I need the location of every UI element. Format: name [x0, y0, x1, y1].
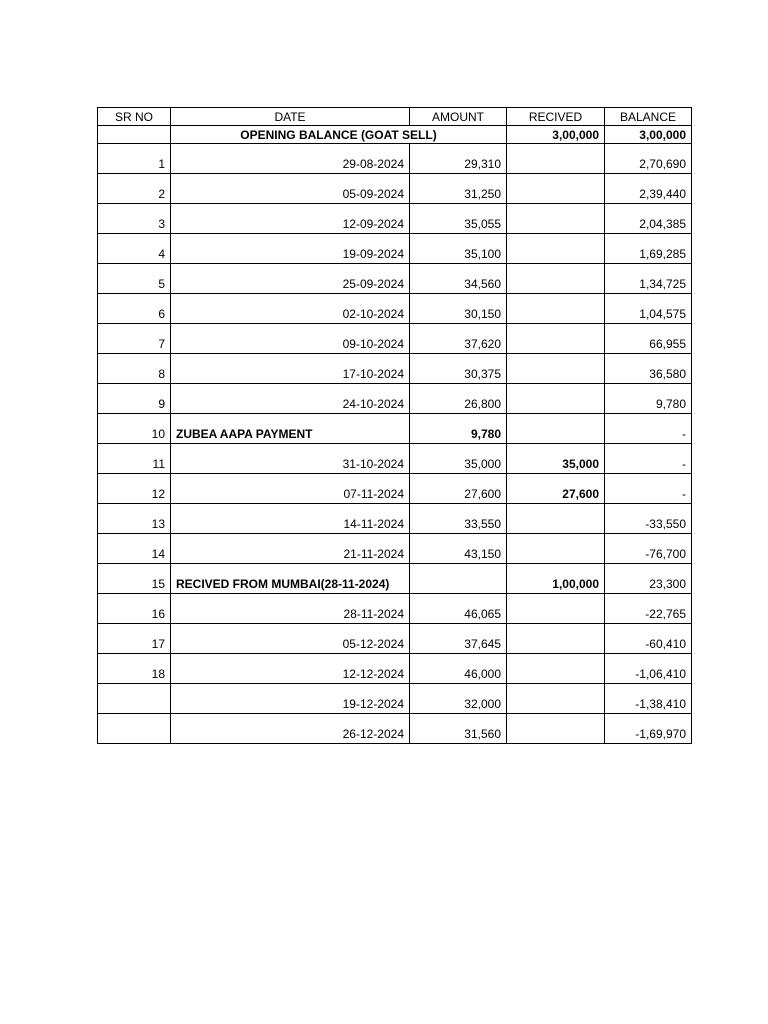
received-cell — [507, 594, 605, 624]
amount-cell: 29,310 — [410, 144, 507, 174]
table-row — [98, 294, 692, 324]
received-cell — [507, 714, 605, 744]
amount-cell: 30,150 — [410, 294, 507, 324]
received-cell — [507, 144, 605, 174]
received-cell — [507, 294, 605, 324]
received-cell — [507, 264, 605, 294]
received-cell — [507, 624, 605, 654]
received-cell — [507, 354, 605, 384]
date-cell: 19-09-2024 — [171, 234, 410, 264]
balance-cell: 2,70,690 — [605, 144, 692, 174]
header-amount: AMOUNT — [410, 108, 507, 126]
sr-no-cell: 2 — [98, 174, 171, 204]
sr-no-cell: 18 — [98, 654, 171, 684]
received-cell — [507, 654, 605, 684]
table-row — [98, 564, 692, 594]
header-row — [98, 108, 692, 126]
date-cell: 28-11-2024 — [171, 594, 410, 624]
balance-cell: 2,39,440 — [605, 174, 692, 204]
sr-no-cell: 6 — [98, 294, 171, 324]
balance-cell: 1,04,575 — [605, 294, 692, 324]
date-cell: 25-09-2024 — [171, 264, 410, 294]
date-cell: 31-10-2024 — [171, 444, 410, 474]
amount-cell — [410, 564, 507, 594]
table-row — [98, 144, 692, 174]
table-row — [98, 204, 692, 234]
table-row — [98, 444, 692, 474]
table-row — [98, 534, 692, 564]
date-cell: 05-12-2024 — [171, 624, 410, 654]
balance-cell: - — [605, 444, 692, 474]
balance-cell: -1,38,410 — [605, 684, 692, 714]
opening-balance-row — [98, 126, 692, 144]
balance-cell: 66,955 — [605, 324, 692, 354]
sr-no-cell: 9 — [98, 384, 171, 414]
date-cell: 05-09-2024 — [171, 174, 410, 204]
received-cell: 1,00,000 — [507, 564, 605, 594]
date-cell: 21-11-2024 — [171, 534, 410, 564]
date-cell: 02-10-2024 — [171, 294, 410, 324]
sr-no-cell: 14 — [98, 534, 171, 564]
table-row — [98, 174, 692, 204]
table-row — [98, 654, 692, 684]
table-row — [98, 714, 692, 744]
balance-cell: -76,700 — [605, 534, 692, 564]
amount-cell: 46,000 — [410, 654, 507, 684]
received-cell — [507, 384, 605, 414]
date-cell: 12-12-2024 — [171, 654, 410, 684]
date-cell: 12-09-2024 — [171, 204, 410, 234]
amount-cell: 37,620 — [410, 324, 507, 354]
sr-no-cell: 5 — [98, 264, 171, 294]
received-cell — [507, 204, 605, 234]
sr-no-cell: 10 — [98, 414, 171, 444]
received-cell — [507, 414, 605, 444]
sr-no-cell: 8 — [98, 354, 171, 384]
received-cell — [507, 324, 605, 354]
table-row — [98, 264, 692, 294]
sr-no-cell: 7 — [98, 324, 171, 354]
date-cell: 29-08-2024 — [171, 144, 410, 174]
sr-no-cell — [98, 684, 171, 714]
amount-cell: 37,645 — [410, 624, 507, 654]
amount-cell: 35,100 — [410, 234, 507, 264]
table-row — [98, 594, 692, 624]
table-row — [98, 504, 692, 534]
opening-balance-label: OPENING BALANCE (GOAT SELL) — [171, 126, 507, 144]
table-row — [98, 684, 692, 714]
balance-cell: -22,765 — [605, 594, 692, 624]
amount-cell: 31,250 — [410, 174, 507, 204]
balance-cell: 9,780 — [605, 384, 692, 414]
received-cell — [507, 174, 605, 204]
table-row — [98, 324, 692, 354]
header-sr-no: SR NO — [98, 108, 171, 126]
sr-no-cell: 17 — [98, 624, 171, 654]
sr-no-cell — [98, 714, 171, 744]
date-cell: 24-10-2024 — [171, 384, 410, 414]
sr-no-cell: 15 — [98, 564, 171, 594]
ledger-table — [97, 107, 692, 744]
amount-cell: 33,550 — [410, 504, 507, 534]
sr-no-cell: 12 — [98, 474, 171, 504]
sr-no-cell: 16 — [98, 594, 171, 624]
amount-cell: 35,055 — [410, 204, 507, 234]
header-date: DATE — [171, 108, 410, 126]
date-cell: 26-12-2024 — [171, 714, 410, 744]
sr-no-cell: 11 — [98, 444, 171, 474]
table-row — [98, 414, 692, 444]
amount-cell: 34,560 — [410, 264, 507, 294]
balance-cell: 2,04,385 — [605, 204, 692, 234]
received-cell — [507, 534, 605, 564]
table-row — [98, 354, 692, 384]
sr-no-cell: 3 — [98, 204, 171, 234]
opening-received-cell: 3,00,000 — [507, 126, 605, 144]
description-cell: RECIVED FROM MUMBAI(28-11-2024) — [171, 564, 410, 594]
amount-cell: 31,560 — [410, 714, 507, 744]
amount-cell: 27,600 — [410, 474, 507, 504]
balance-cell: -60,410 — [605, 624, 692, 654]
balance-cell: 23,300 — [605, 564, 692, 594]
received-cell: 35,000 — [507, 444, 605, 474]
date-cell: 14-11-2024 — [171, 504, 410, 534]
table-row — [98, 474, 692, 504]
received-cell: 27,600 — [507, 474, 605, 504]
date-cell: 09-10-2024 — [171, 324, 410, 354]
date-cell: 07-11-2024 — [171, 474, 410, 504]
balance-cell: 1,69,285 — [605, 234, 692, 264]
header-received: RECIVED — [507, 108, 605, 126]
table-row — [98, 624, 692, 654]
amount-cell: 46,065 — [410, 594, 507, 624]
table-row — [98, 234, 692, 264]
description-cell: ZUBEA AAPA PAYMENT — [171, 414, 410, 444]
balance-cell: 1,34,725 — [605, 264, 692, 294]
header-balance: BALANCE — [605, 108, 692, 126]
received-cell — [507, 234, 605, 264]
balance-cell: -1,69,970 — [605, 714, 692, 744]
balance-cell: 36,580 — [605, 354, 692, 384]
date-cell: 19-12-2024 — [171, 684, 410, 714]
opening-balance-cell: 3,00,000 — [605, 126, 692, 144]
amount-cell: 43,150 — [410, 534, 507, 564]
date-cell: 17-10-2024 — [171, 354, 410, 384]
received-cell — [507, 504, 605, 534]
balance-cell: - — [605, 474, 692, 504]
balance-cell: - — [605, 414, 692, 444]
amount-cell: 9,780 — [410, 414, 507, 444]
opening-sr-cell — [98, 126, 171, 144]
amount-cell: 35,000 — [410, 444, 507, 474]
sr-no-cell: 13 — [98, 504, 171, 534]
amount-cell: 32,000 — [410, 684, 507, 714]
balance-cell: -1,06,410 — [605, 654, 692, 684]
amount-cell: 30,375 — [410, 354, 507, 384]
amount-cell: 26,800 — [410, 384, 507, 414]
balance-cell: -33,550 — [605, 504, 692, 534]
table-row — [98, 384, 692, 414]
received-cell — [507, 684, 605, 714]
sr-no-cell: 1 — [98, 144, 171, 174]
sr-no-cell: 4 — [98, 234, 171, 264]
